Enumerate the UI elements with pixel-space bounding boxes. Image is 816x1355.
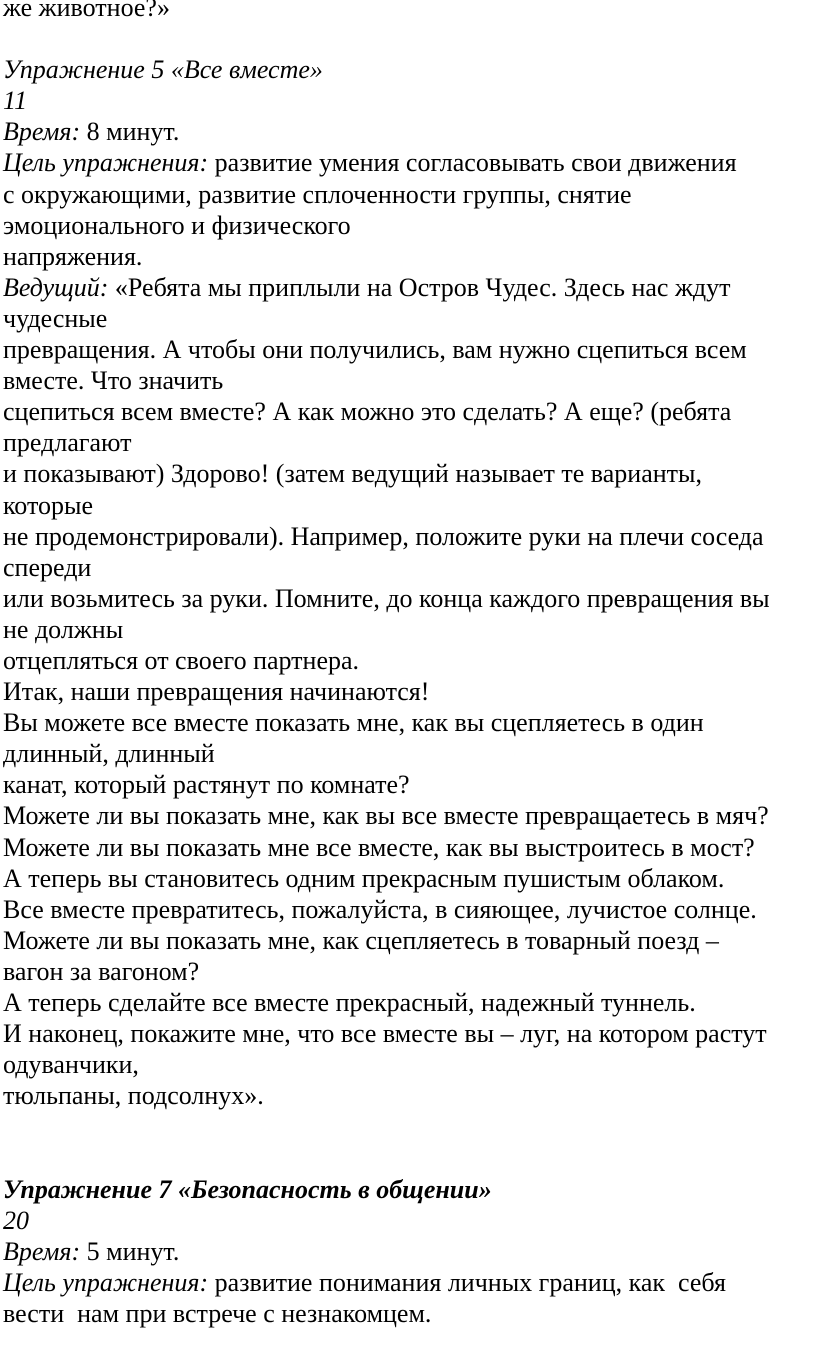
blank-line <box>3 1142 816 1173</box>
exercise-7-number: 20 <box>3 1205 29 1235</box>
paragraph-line: отцепляться от своего партнера. <box>3 645 360 675</box>
goal-text-line: вести нам при встрече с незнакомцем. <box>3 1298 432 1328</box>
paragraph-line: Итак, наши превращения начинаются! <box>3 677 430 707</box>
goal-text-line: с окружающими, развитие сплоченности группы, снятие <box>3 179 632 209</box>
exercise-5-time <box>3 116 816 147</box>
paragraph-line: длинный, длинный <box>3 739 215 769</box>
paragraph-line: не продемонстрировали). Например, положите руки на плечи соседа <box>3 521 764 551</box>
document-page <box>3 0 816 1329</box>
blank-line <box>3 23 816 54</box>
paragraph-line: и показывают) Здорово! (затем ведущий называет те варианты, <box>3 459 702 489</box>
paragraph-line: вагон за вагоном? <box>3 956 200 986</box>
paragraph-line: Вы можете все вместе показать мне, как вы сцепляетесь в один <box>3 708 704 738</box>
goal-text: развитие понимания личных границ, как себя <box>208 1267 726 1297</box>
goal-label: Цель упражнения: <box>3 148 209 178</box>
goal-text: развитие умения согласовывать свои движения <box>208 148 737 178</box>
goal-text-line: эмоционального и физического <box>3 210 351 240</box>
paragraph-line: Можете ли вы показать мне, как вы все вместе превращаетесь в мяч? <box>3 801 769 831</box>
host-label: Ведущий: <box>3 272 109 302</box>
paragraph-line: канат, который растянут по комнате? <box>3 770 410 800</box>
host-text: «Ребята мы приплыли на Остров Чудес. Здесь нас ждут <box>108 272 731 302</box>
time-value: 5 минут. <box>80 1236 180 1266</box>
paragraph-line: чудесные <box>3 303 108 333</box>
blank-line <box>3 1111 816 1142</box>
exercise-7-title: Упражнение 7 «Безопасность в общении» <box>3 1174 492 1204</box>
exercise-7-goal <box>3 1267 816 1298</box>
paragraph-line: которые <box>3 490 93 520</box>
paragraph-line: или возьмитесь за руки. Помните, до конца каждого превращения вы <box>3 583 770 613</box>
paragraph-line: сцепиться всем вместе? А как можно это сделать? А еще? (ребята <box>3 397 732 427</box>
paragraph-line: тюльпаны, подсолнух». <box>3 1081 264 1111</box>
paragraph-line: И наконец, покажите мне, что все вместе вы – луг, на котором растут <box>3 1019 767 1049</box>
goal-text-line: напряжения. <box>3 241 143 271</box>
paragraph-line: превращения. А чтобы они получились, вам нужно сцепиться всем <box>3 335 747 365</box>
time-label: Время: <box>3 117 81 147</box>
paragraph-line: Можете ли вы показать мне все вместе, как вы выстроитесь в мост? <box>3 832 755 862</box>
exercise-5-title: Упражнение 5 «Все вместе» <box>3 55 323 85</box>
paragraph-line: А теперь сделайте все вместе прекрасный, надежный туннель. <box>3 988 696 1017</box>
paragraph-line: Можете ли вы показать мне, как сцепляетесь в товарный поезд – <box>3 925 719 955</box>
paragraph-line: спереди <box>3 552 92 582</box>
exercise-7-time <box>3 1236 816 1267</box>
exercise-5-number: 11 <box>3 86 28 116</box>
exercise-5-goal <box>3 147 816 178</box>
paragraph-line: вместе. Что значить <box>3 366 224 396</box>
goal-label: Цель упражнения: <box>3 1267 209 1297</box>
time-label: Время: <box>3 1236 81 1266</box>
time-value: 8 минут. <box>80 117 180 147</box>
paragraph-line: предлагают <box>3 428 132 458</box>
paragraph-line: же животное?» <box>3 0 170 22</box>
paragraph-line: одуванчики, <box>3 1050 139 1080</box>
paragraph-line: А теперь вы становитесь одним прекрасным пушистым облаком. <box>3 863 725 893</box>
paragraph-line: не должны <box>3 614 124 644</box>
exercise-5-host <box>3 272 816 303</box>
paragraph-line: Все вместе превратитесь, пожалуйста, в сияющее, лучистое солнце. <box>3 894 757 924</box>
